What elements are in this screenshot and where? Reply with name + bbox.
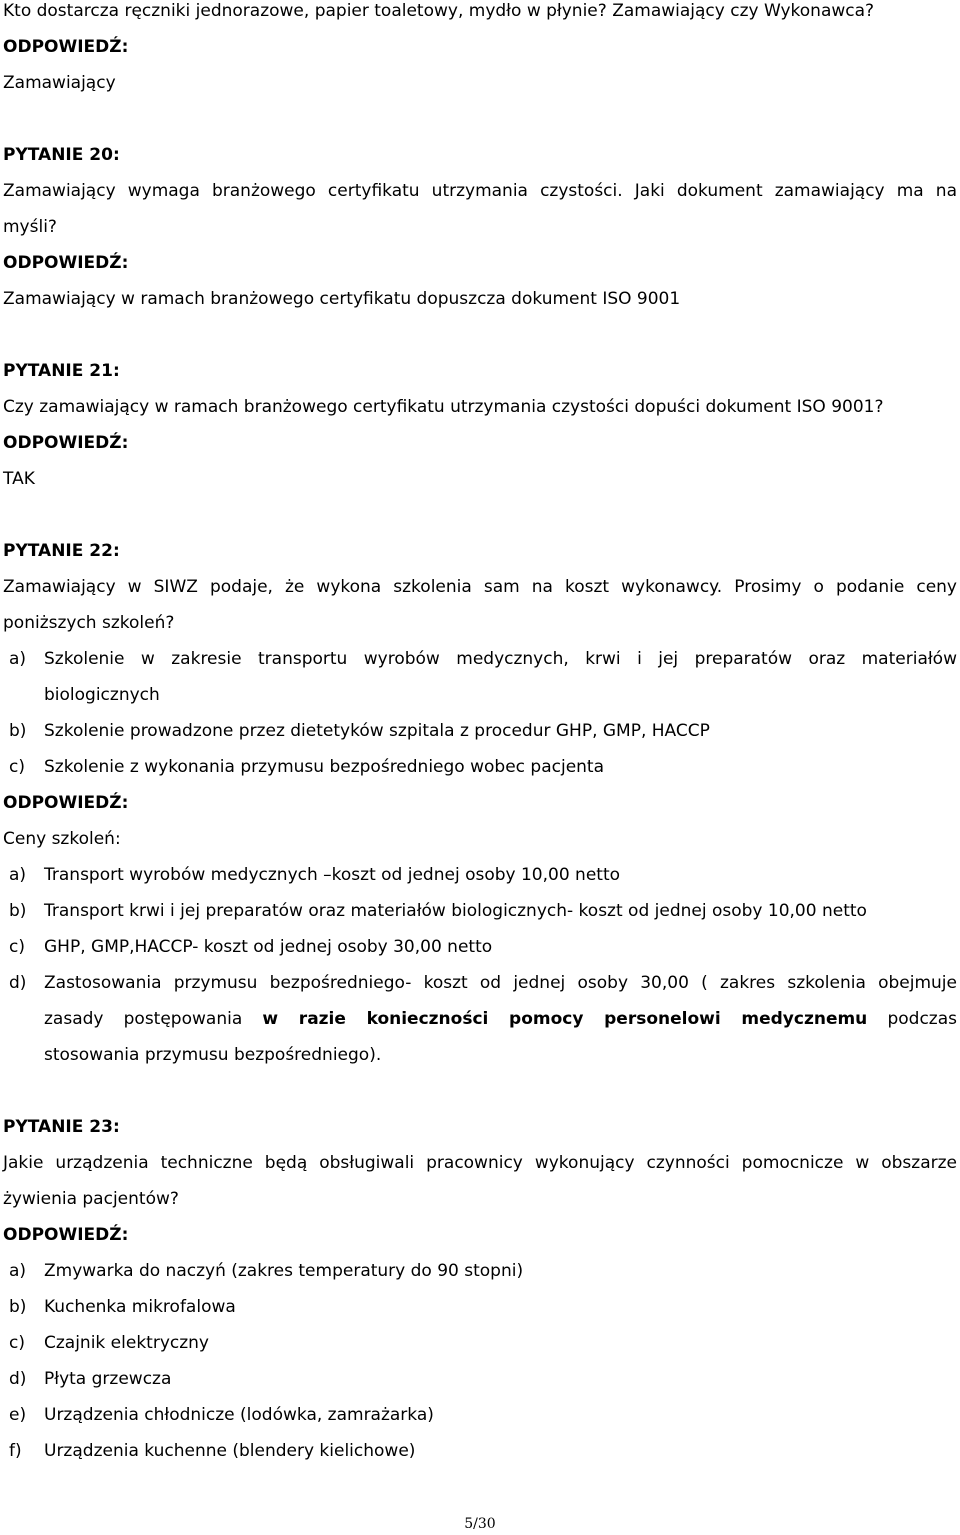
q23-question-line2: żywienia pacjentów?: [3, 1189, 179, 1209]
q21-question: Czy zamawiający w ramach branżowego certyfikatu utrzymania czystości dopuści dokument ISO 9001?: [3, 397, 884, 417]
list-marker: d): [9, 1369, 27, 1389]
list-marker: c): [9, 757, 25, 777]
q20-answer: Zamawiający w ramach branżowego certyfikatu dopuszcza dokument ISO 9001: [3, 289, 681, 309]
list-marker: e): [9, 1405, 27, 1425]
q23-question-line1: Jakie urządzenia techniczne będą obsługiwali pracownicy wykonujący czynności pomocnicze w obszarze: [3, 1153, 957, 1173]
list-text: Kuchenka mikrofalowa: [44, 1297, 236, 1317]
list-text: Szkolenie prowadzone przez dietetyków szpitala z procedur GHP, GMP, HACCP: [44, 721, 710, 741]
q20-question-line2: myśli?: [3, 217, 57, 237]
list-text: stosowania przymusu bezpośredniego).: [44, 1045, 382, 1065]
intro-answer: Zamawiający: [3, 73, 116, 93]
list-text: Płyta grzewcza: [44, 1369, 172, 1389]
list-marker: f): [9, 1441, 22, 1461]
q21-answer-label: ODPOWIEDŹ:: [3, 433, 129, 453]
list-text: Transport wyrobów medycznych –koszt od jednej osoby 10,00 netto: [44, 865, 621, 885]
q22-answer-intro: Ceny szkoleń:: [3, 829, 121, 849]
list-marker: a): [9, 865, 27, 885]
q22-answer-label: ODPOWIEDŹ:: [3, 793, 129, 813]
q23-answer-label: ODPOWIEDŹ:: [3, 1225, 129, 1245]
q22-title: PYTANIE 22:: [3, 541, 120, 561]
list-text: Czajnik elektryczny: [44, 1333, 209, 1353]
list-marker: c): [9, 1333, 25, 1353]
list-marker: a): [9, 649, 27, 669]
q21-answer: TAK: [3, 469, 35, 489]
list-text-mixed: [44, 1008, 957, 1030]
q20-answer-label: ODPOWIEDŹ:: [3, 253, 129, 273]
list-text: podczas: [887, 1009, 957, 1029]
list-text: zasady postępowania: [44, 1009, 243, 1029]
q21-title: PYTANIE 21:: [3, 361, 120, 381]
list-marker: b): [9, 721, 27, 741]
list-text: Urządzenia kuchenne (blendery kielichowe): [44, 1441, 416, 1461]
list-text-bold: w razie konieczności pomocy personelowi medycznemu: [262, 1009, 868, 1029]
list-text: Zmywarka do naczyń (zakres temperatury do 90 stopni): [44, 1261, 524, 1281]
list-text: biologicznych: [44, 685, 160, 705]
list-text: GHP, GMP,HACCP- koszt od jednej osoby 30,00 netto: [44, 937, 493, 957]
list-marker: b): [9, 1297, 27, 1317]
page-number: 5/30: [464, 1516, 496, 1532]
list-marker: c): [9, 937, 25, 957]
answer-label: ODPOWIEDŹ:: [3, 37, 129, 57]
q20-title: PYTANIE 20:: [3, 145, 120, 165]
list-marker: a): [9, 1261, 27, 1281]
list-text: Szkolenie z wykonania przymusu bezpośredniego wobec pacjenta: [44, 757, 605, 777]
q22-question-line2: poniższych szkoleń?: [3, 613, 175, 633]
list-text: Transport krwi i jej preparatów oraz materiałów biologicznych- koszt od jednej osoby 10,00 netto: [44, 901, 867, 921]
list-text: Zastosowania przymusu bezpośredniego- koszt od jednej osoby 30,00 ( zakres szkolenia obejmuje: [44, 973, 957, 993]
intro-question: Kto dostarcza ręczniki jednorazowe, papier toaletowy, mydło w płynie? Zamawiający czy Wykonawca?: [3, 1, 875, 21]
list-text: Szkolenie w zakresie transportu wyrobów medycznych, krwi i jej preparatów oraz materiałów: [44, 649, 957, 669]
list-marker: b): [9, 901, 27, 921]
q23-title: PYTANIE 23:: [3, 1117, 120, 1137]
list-text: Urządzenia chłodnicze (lodówka, zamrażarka): [44, 1405, 434, 1425]
list-marker: d): [9, 973, 27, 993]
q20-question-line1: Zamawiający wymaga branżowego certyfikatu utrzymania czystości. Jaki dokument zamawiający ma na: [3, 181, 957, 201]
q22-question-line1: Zamawiający w SIWZ podaje, że wykona szkolenia sam na koszt wykonawcy. Prosimy o podanie ceny: [3, 577, 957, 597]
